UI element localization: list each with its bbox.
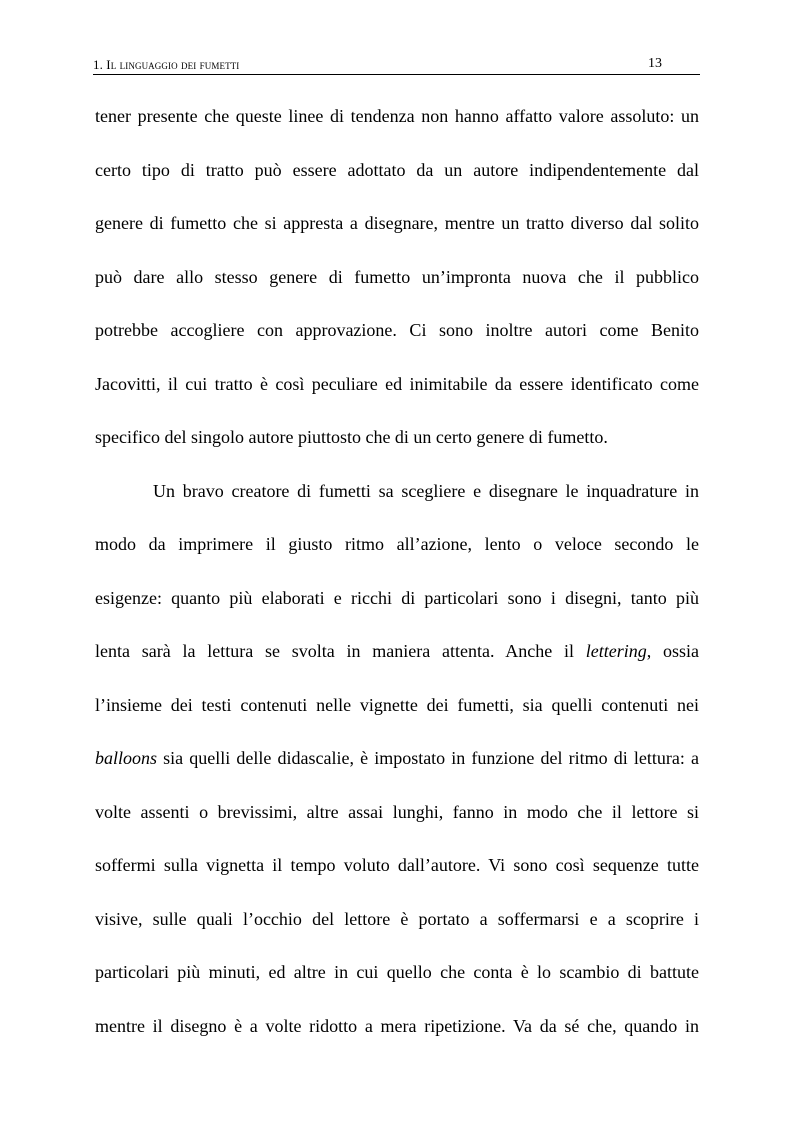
page-number: 13 <box>648 56 662 71</box>
body-text <box>95 101 699 1064</box>
text-line: potrebbe accogliere con approvazione. Ci sono inoltre autori come Benito <box>95 320 699 340</box>
text-line: Jacovitti, il cui tratto è così peculiare ed inimitabile da essere identificato come <box>95 373 699 394</box>
text-segment: lenta sarà la lettura se svolta in maniera attenta. Anche il <box>95 641 586 661</box>
text-line-paragraph-start: Un bravo creatore di fumetti sa scegliere e disegnare le inquadrature in <box>153 480 699 501</box>
text-line: tener presente che queste linee di tendenza non hanno affatto valore assoluto: un <box>95 106 699 126</box>
text-line: esigenze: quanto più elaborati e ricchi di particolari sono i disegni, tanto più <box>95 587 699 608</box>
text-line: l’insieme dei testi contenuti nelle vignette dei fumetti, sia quelli contenuti nei <box>95 694 699 715</box>
chapter-title: 1. Il linguaggio dei fumetti <box>93 57 240 72</box>
text-line: genere di fumetto che si appresta a disegnare, mentre un tratto diverso dal solito <box>95 213 699 233</box>
text-line: visive, sulle quali l’occhio del lettore è portato a soffermarsi e a scoprire i <box>95 908 699 929</box>
text-line: può dare allo stesso genere di fumetto un’impronta nuova che il pubblico <box>95 266 699 287</box>
text-line: modo da imprimere il giusto ritmo all’azione, lento o veloce secondo le <box>95 534 699 554</box>
text-line: soffermi sulla vignetta il tempo voluto dall’autore. Vi sono così sequenze tutte <box>95 855 699 875</box>
text-line-paragraph-end: specifico del singolo autore piuttosto che di un certo genere di fumetto. <box>95 427 608 447</box>
text-line <box>95 743 699 797</box>
text-line <box>95 636 699 690</box>
italic-term-balloons: balloons <box>95 748 158 768</box>
text-line: particolari più minuti, ed altre in cui quello che conta è lo scambio di battute <box>95 962 699 982</box>
text-line: mentre il disegno è a volte ridotto a mera ripetizione. Va da sé che, quando in <box>95 1015 699 1036</box>
running-head <box>93 55 700 75</box>
italic-term-lettering: lettering <box>585 641 647 661</box>
text-line: volte assenti o brevissimi, altre assai lunghi, fanno in modo che il lettore si <box>95 801 699 822</box>
text-line: certo tipo di tratto può essere adottato da un autore indipendentemente dal <box>95 159 699 180</box>
text-segment: , ossia <box>646 641 699 661</box>
text-segment: sia quelli delle didascalie, è impostato in funzione del ritmo di lettura: a <box>157 748 699 768</box>
